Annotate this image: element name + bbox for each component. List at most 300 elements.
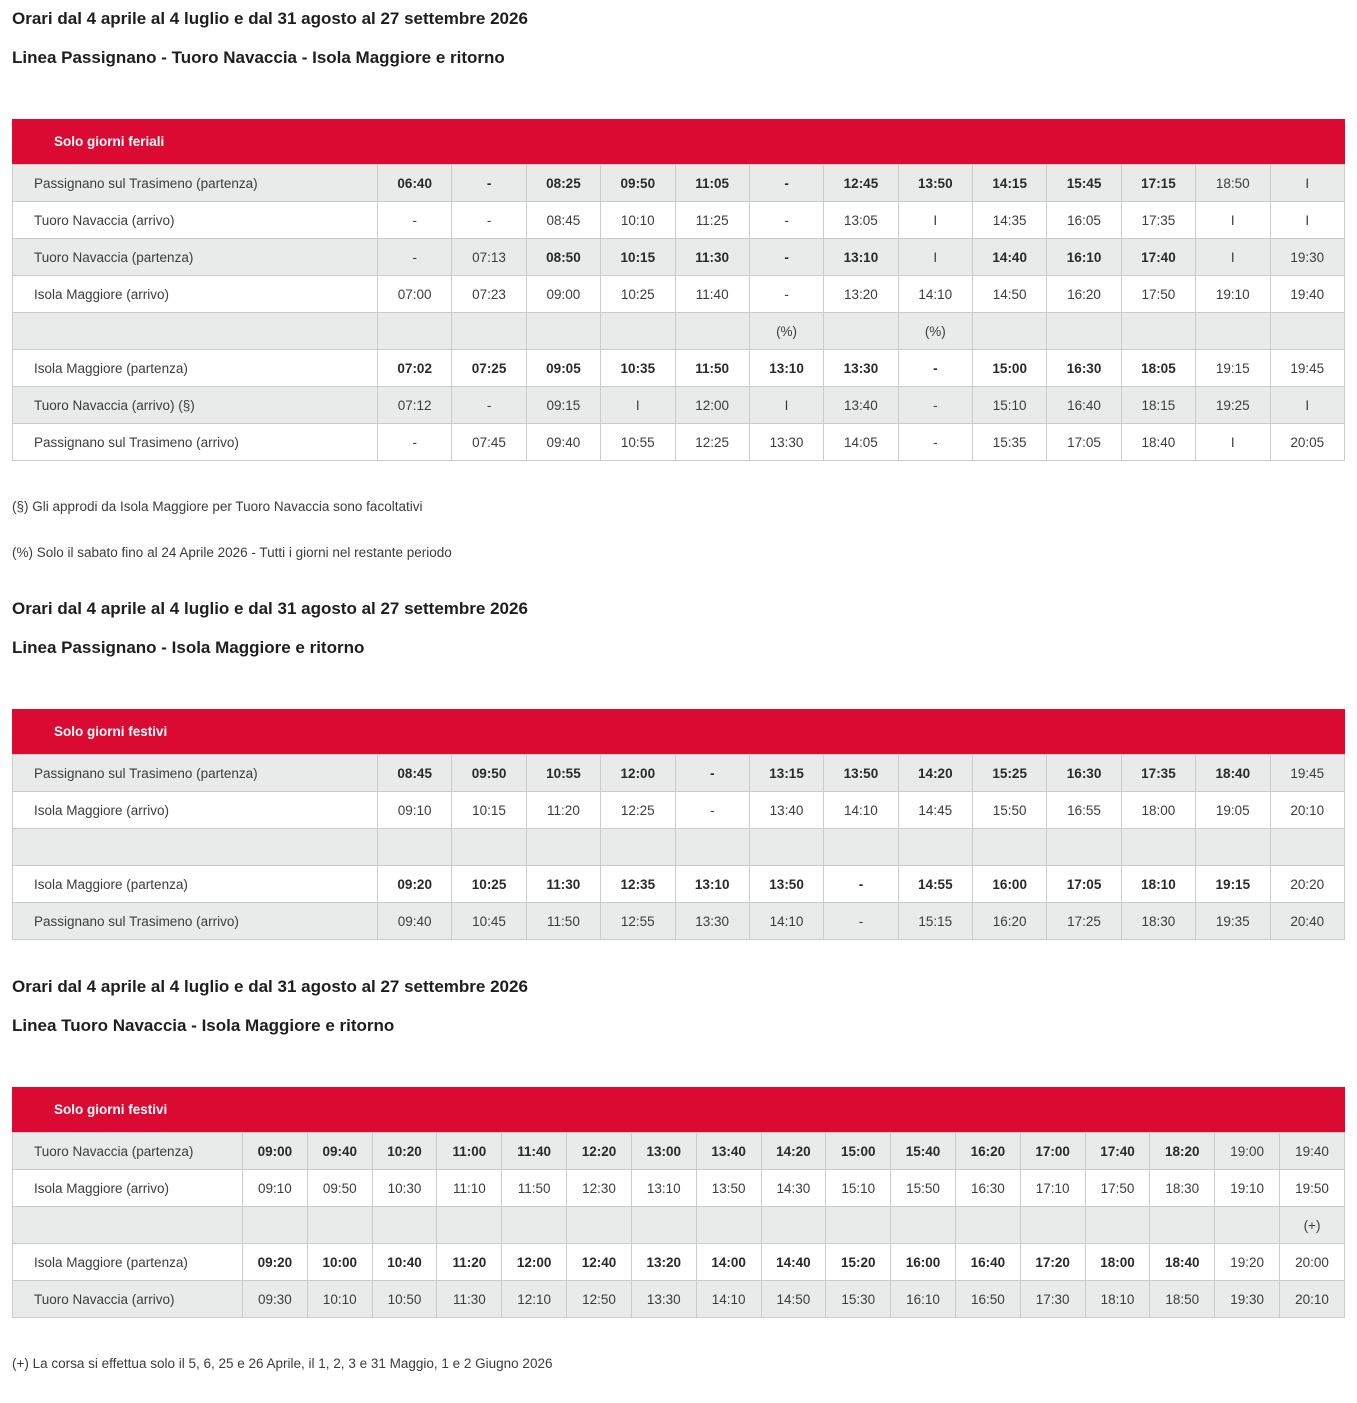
time-cell: 13:10 bbox=[824, 239, 898, 276]
timetable-row bbox=[13, 165, 1345, 202]
time-cell: 17:05 bbox=[1047, 866, 1121, 903]
time-cell: 07:25 bbox=[452, 350, 526, 387]
time-cell: I bbox=[749, 387, 823, 424]
time-cell: 16:30 bbox=[1047, 350, 1121, 387]
time-cell: 20:05 bbox=[1270, 424, 1345, 461]
time-cell bbox=[826, 1207, 891, 1244]
time-cell: 11:30 bbox=[526, 866, 600, 903]
time-cell: 17:40 bbox=[1085, 1133, 1150, 1170]
time-cell: 18:15 bbox=[1121, 387, 1195, 424]
time-cell: 13:15 bbox=[749, 755, 823, 792]
timetable-grid bbox=[12, 164, 1345, 461]
time-cell: 14:40 bbox=[761, 1244, 826, 1281]
time-cell: 09:00 bbox=[243, 1133, 308, 1170]
section-title: Orari dal 4 aprile al 4 luglio e dal 31 agosto al 27 settembre 2026 bbox=[12, 9, 528, 28]
time-cell: 14:20 bbox=[761, 1133, 826, 1170]
time-cell: 17:00 bbox=[1020, 1133, 1085, 1170]
time-cell: 10:25 bbox=[601, 276, 675, 313]
time-cell: 10:15 bbox=[452, 792, 526, 829]
time-cell: 13:50 bbox=[898, 165, 972, 202]
time-cell: 15:30 bbox=[826, 1281, 891, 1318]
timetable-row bbox=[13, 424, 1345, 461]
time-cell: 19:05 bbox=[1196, 792, 1270, 829]
time-cell: 14:10 bbox=[898, 276, 972, 313]
time-cell: 11:20 bbox=[437, 1244, 502, 1281]
time-cell: 16:05 bbox=[1047, 202, 1121, 239]
table-header-band: Solo giorni festivi bbox=[12, 709, 1345, 754]
stop-label bbox=[13, 829, 378, 866]
time-cell: 12:55 bbox=[601, 903, 675, 940]
time-cell: (%) bbox=[898, 313, 972, 350]
time-cell: 10:40 bbox=[372, 1244, 437, 1281]
time-cell: 18:00 bbox=[1085, 1244, 1150, 1281]
time-cell: 20:00 bbox=[1280, 1244, 1345, 1281]
stop-label: Tuoro Navaccia (arrivo) bbox=[13, 202, 378, 239]
time-cell bbox=[761, 1207, 826, 1244]
time-cell: 14:10 bbox=[696, 1281, 761, 1318]
section-subtitle: Linea Passignano - Isola Maggiore e ritorno bbox=[12, 638, 365, 657]
time-cell bbox=[1150, 1207, 1215, 1244]
time-cell: 09:20 bbox=[243, 1244, 308, 1281]
time-cell: 12:45 bbox=[824, 165, 898, 202]
time-cell: 10:10 bbox=[307, 1281, 372, 1318]
time-cell: 15:15 bbox=[898, 903, 972, 940]
time-cell: 19:30 bbox=[1270, 239, 1345, 276]
time-cell: 19:40 bbox=[1280, 1133, 1345, 1170]
time-cell: 13:30 bbox=[749, 424, 823, 461]
time-cell: 15:20 bbox=[826, 1244, 891, 1281]
time-cell: 13:30 bbox=[675, 903, 749, 940]
time-cell: I bbox=[1270, 165, 1345, 202]
time-cell: 10:55 bbox=[526, 755, 600, 792]
time-cell: 10:30 bbox=[372, 1170, 437, 1207]
time-cell: 08:45 bbox=[378, 755, 452, 792]
time-cell bbox=[675, 313, 749, 350]
table-header-band: Solo giorni festivi bbox=[12, 1087, 1345, 1132]
time-cell: 09:00 bbox=[526, 276, 600, 313]
time-cell: 09:15 bbox=[526, 387, 600, 424]
time-cell bbox=[601, 313, 675, 350]
time-cell: 13:40 bbox=[824, 387, 898, 424]
time-cell: 12:20 bbox=[567, 1133, 632, 1170]
timetable-festivi-passignano bbox=[12, 709, 1345, 940]
time-cell: 19:30 bbox=[1215, 1281, 1280, 1318]
time-cell: 09:10 bbox=[243, 1170, 308, 1207]
time-cell bbox=[526, 829, 600, 866]
time-cell: 19:45 bbox=[1270, 755, 1345, 792]
time-cell bbox=[898, 829, 972, 866]
time-cell: 17:20 bbox=[1020, 1244, 1085, 1281]
time-cell: 20:40 bbox=[1270, 903, 1345, 940]
section-subtitle: Linea Tuoro Navaccia - Isola Maggiore e ritorno bbox=[12, 1016, 395, 1035]
stop-label: Tuoro Navaccia (arrivo) (§) bbox=[13, 387, 378, 424]
time-cell: 16:00 bbox=[891, 1244, 956, 1281]
section-title: Orari dal 4 aprile al 4 luglio e dal 31 agosto al 27 settembre 2026 bbox=[12, 977, 528, 996]
time-cell: 09:20 bbox=[378, 866, 452, 903]
time-cell: 12:35 bbox=[601, 866, 675, 903]
time-cell bbox=[307, 1207, 372, 1244]
time-cell bbox=[1121, 313, 1195, 350]
time-cell bbox=[749, 829, 823, 866]
time-cell: 16:00 bbox=[973, 866, 1047, 903]
time-cell: 15:10 bbox=[973, 387, 1047, 424]
time-cell: - bbox=[378, 424, 452, 461]
time-cell: 18:50 bbox=[1196, 165, 1270, 202]
time-cell: 12:00 bbox=[675, 387, 749, 424]
time-cell bbox=[824, 829, 898, 866]
time-cell: 14:50 bbox=[973, 276, 1047, 313]
time-cell: 18:05 bbox=[1121, 350, 1195, 387]
time-cell: 11:30 bbox=[675, 239, 749, 276]
time-cell: 20:10 bbox=[1270, 792, 1345, 829]
time-cell: 15:50 bbox=[973, 792, 1047, 829]
time-cell: (%) bbox=[749, 313, 823, 350]
time-cell: 10:25 bbox=[452, 866, 526, 903]
time-cell: 09:50 bbox=[307, 1170, 372, 1207]
time-cell: 20:10 bbox=[1280, 1281, 1345, 1318]
timetable-row bbox=[13, 350, 1345, 387]
time-cell bbox=[1047, 829, 1121, 866]
time-cell: 15:00 bbox=[826, 1133, 891, 1170]
time-cell: 11:10 bbox=[437, 1170, 502, 1207]
time-cell: 19:00 bbox=[1215, 1133, 1280, 1170]
time-cell: 19:20 bbox=[1215, 1244, 1280, 1281]
time-cell: 13:20 bbox=[631, 1244, 696, 1281]
time-cell: 11:40 bbox=[675, 276, 749, 313]
time-cell: - bbox=[675, 792, 749, 829]
time-cell: 16:10 bbox=[1047, 239, 1121, 276]
stop-label: Tuoro Navaccia (arrivo) bbox=[13, 1281, 243, 1318]
time-cell: 18:40 bbox=[1150, 1244, 1215, 1281]
table-header-band: Solo giorni feriali bbox=[12, 119, 1345, 164]
time-cell: 07:13 bbox=[452, 239, 526, 276]
time-cell: - bbox=[898, 387, 972, 424]
timetable-row bbox=[13, 1170, 1345, 1207]
section-festivi-tuoro bbox=[12, 976, 1345, 1373]
time-cell bbox=[824, 313, 898, 350]
time-cell: 09:50 bbox=[452, 755, 526, 792]
time-cell: - bbox=[675, 755, 749, 792]
time-cell: 19:10 bbox=[1196, 276, 1270, 313]
time-cell bbox=[372, 1207, 437, 1244]
time-cell: 07:45 bbox=[452, 424, 526, 461]
time-cell: I bbox=[898, 239, 972, 276]
stop-label: Isola Maggiore (arrivo) bbox=[13, 1170, 243, 1207]
time-cell: 11:20 bbox=[526, 792, 600, 829]
time-cell bbox=[526, 313, 600, 350]
time-cell bbox=[1047, 313, 1121, 350]
time-cell: 15:50 bbox=[891, 1170, 956, 1207]
time-cell: 17:30 bbox=[1020, 1281, 1085, 1318]
time-cell: 07:02 bbox=[378, 350, 452, 387]
timetable-row bbox=[13, 239, 1345, 276]
time-cell: - bbox=[749, 165, 823, 202]
time-cell: 16:10 bbox=[891, 1281, 956, 1318]
time-cell: 11:00 bbox=[437, 1133, 502, 1170]
stop-label: Passignano sul Trasimeno (arrivo) bbox=[13, 903, 378, 940]
timetable-row bbox=[13, 755, 1345, 792]
timetable-row bbox=[13, 387, 1345, 424]
time-cell: 14:00 bbox=[696, 1244, 761, 1281]
time-cell: 08:45 bbox=[526, 202, 600, 239]
time-cell bbox=[378, 829, 452, 866]
timetable-row bbox=[13, 866, 1345, 903]
time-cell: 16:20 bbox=[973, 903, 1047, 940]
time-cell bbox=[955, 1207, 1020, 1244]
spacer-row bbox=[13, 313, 1345, 350]
time-cell bbox=[1020, 1207, 1085, 1244]
timetable-row bbox=[13, 903, 1345, 940]
time-cell: 19:15 bbox=[1196, 350, 1270, 387]
time-cell: - bbox=[452, 202, 526, 239]
time-cell bbox=[1196, 313, 1270, 350]
time-cell: 15:00 bbox=[973, 350, 1047, 387]
time-cell: 14:50 bbox=[761, 1281, 826, 1318]
time-cell: 09:40 bbox=[378, 903, 452, 940]
time-cell: 13:40 bbox=[749, 792, 823, 829]
time-cell: 11:25 bbox=[675, 202, 749, 239]
timetable-row bbox=[13, 1244, 1345, 1281]
time-cell: I bbox=[1196, 239, 1270, 276]
stop-label: Tuoro Navaccia (partenza) bbox=[13, 1133, 243, 1170]
time-cell: 13:10 bbox=[675, 866, 749, 903]
time-cell: 09:10 bbox=[378, 792, 452, 829]
time-cell: 14:45 bbox=[898, 792, 972, 829]
time-cell: 11:50 bbox=[675, 350, 749, 387]
footnote-section: (§) Gli approdi da Isola Maggiore per Tuoro Navaccia sono facoltativi bbox=[12, 499, 423, 514]
time-cell: 13:30 bbox=[824, 350, 898, 387]
stop-label: Isola Maggiore (partenza) bbox=[13, 350, 378, 387]
time-cell: 11:50 bbox=[526, 903, 600, 940]
time-cell: 18:20 bbox=[1150, 1133, 1215, 1170]
time-cell: 18:40 bbox=[1121, 424, 1195, 461]
time-cell: 10:10 bbox=[601, 202, 675, 239]
time-cell: 13:10 bbox=[749, 350, 823, 387]
stop-label: Isola Maggiore (arrivo) bbox=[13, 276, 378, 313]
time-cell: 12:25 bbox=[675, 424, 749, 461]
time-cell: 13:05 bbox=[824, 202, 898, 239]
time-cell bbox=[502, 1207, 567, 1244]
time-cell: 11:50 bbox=[502, 1170, 567, 1207]
time-cell: 11:30 bbox=[437, 1281, 502, 1318]
stop-label bbox=[13, 1207, 243, 1244]
time-cell: 14:15 bbox=[973, 165, 1047, 202]
time-cell: 19:25 bbox=[1196, 387, 1270, 424]
time-cell: 11:05 bbox=[675, 165, 749, 202]
time-cell bbox=[1215, 1207, 1280, 1244]
stop-label: Isola Maggiore (partenza) bbox=[13, 866, 378, 903]
time-cell: 18:30 bbox=[1150, 1170, 1215, 1207]
time-cell: 10:15 bbox=[601, 239, 675, 276]
time-cell: 09:30 bbox=[243, 1281, 308, 1318]
time-cell bbox=[1121, 829, 1195, 866]
time-cell: 09:05 bbox=[526, 350, 600, 387]
spacer-row bbox=[13, 1207, 1345, 1244]
time-cell: 17:50 bbox=[1085, 1170, 1150, 1207]
time-cell: 12:00 bbox=[601, 755, 675, 792]
time-cell: 08:25 bbox=[526, 165, 600, 202]
timetable-grid bbox=[12, 754, 1345, 940]
time-cell bbox=[675, 829, 749, 866]
time-cell: - bbox=[824, 903, 898, 940]
time-cell: 16:55 bbox=[1047, 792, 1121, 829]
time-cell bbox=[631, 1207, 696, 1244]
time-cell: 07:00 bbox=[378, 276, 452, 313]
time-cell: - bbox=[824, 866, 898, 903]
time-cell: 18:00 bbox=[1121, 792, 1195, 829]
time-cell: I bbox=[898, 202, 972, 239]
timetable-row bbox=[13, 276, 1345, 313]
time-cell bbox=[1196, 829, 1270, 866]
time-cell: 06:40 bbox=[378, 165, 452, 202]
time-cell: 08:50 bbox=[526, 239, 600, 276]
time-cell: 19:45 bbox=[1270, 350, 1345, 387]
time-cell: - bbox=[378, 202, 452, 239]
time-cell bbox=[891, 1207, 956, 1244]
time-cell: 15:45 bbox=[1047, 165, 1121, 202]
time-cell: - bbox=[749, 202, 823, 239]
time-cell: 15:25 bbox=[973, 755, 1047, 792]
time-cell: 19:10 bbox=[1215, 1170, 1280, 1207]
time-cell: 12:50 bbox=[567, 1281, 632, 1318]
time-cell: I bbox=[1270, 202, 1345, 239]
time-cell: 11:40 bbox=[502, 1133, 567, 1170]
time-cell: 18:50 bbox=[1150, 1281, 1215, 1318]
section-festivi-passignano bbox=[12, 598, 1345, 940]
stop-label: Isola Maggiore (arrivo) bbox=[13, 792, 378, 829]
time-cell: - bbox=[749, 276, 823, 313]
time-cell: - bbox=[378, 239, 452, 276]
time-cell: I bbox=[1270, 387, 1345, 424]
time-cell: 12:25 bbox=[601, 792, 675, 829]
stop-label: Passignano sul Trasimeno (partenza) bbox=[13, 165, 378, 202]
time-cell: 13:10 bbox=[631, 1170, 696, 1207]
time-cell: 14:35 bbox=[973, 202, 1047, 239]
time-cell bbox=[601, 829, 675, 866]
time-cell bbox=[973, 829, 1047, 866]
time-cell: 14:10 bbox=[749, 903, 823, 940]
timetable-feriali bbox=[12, 119, 1345, 461]
stop-label: Isola Maggiore (partenza) bbox=[13, 1244, 243, 1281]
footnote-percent: (%) Solo il sabato fino al 24 Aprile 2026 - Tutti i giorni nel restante periodo bbox=[12, 545, 452, 560]
time-cell: 19:15 bbox=[1196, 866, 1270, 903]
time-cell: 07:12 bbox=[378, 387, 452, 424]
time-cell: 16:30 bbox=[1047, 755, 1121, 792]
time-cell: 10:55 bbox=[601, 424, 675, 461]
time-cell: 19:50 bbox=[1280, 1170, 1345, 1207]
time-cell bbox=[1270, 829, 1345, 866]
time-cell: 15:40 bbox=[891, 1133, 956, 1170]
time-cell bbox=[1270, 313, 1345, 350]
time-cell: 17:35 bbox=[1121, 755, 1195, 792]
time-cell: (+) bbox=[1280, 1207, 1345, 1244]
stop-label: Passignano sul Trasimeno (arrivo) bbox=[13, 424, 378, 461]
time-cell: 17:10 bbox=[1020, 1170, 1085, 1207]
time-cell: 16:50 bbox=[955, 1281, 1020, 1318]
stop-label: Passignano sul Trasimeno (partenza) bbox=[13, 755, 378, 792]
section-feriali bbox=[12, 8, 1345, 562]
section-subtitle: Linea Passignano - Tuoro Navaccia - Isola Maggiore e ritorno bbox=[12, 48, 505, 67]
time-cell: 16:30 bbox=[955, 1170, 1020, 1207]
time-cell: I bbox=[1196, 202, 1270, 239]
time-cell: 14:40 bbox=[973, 239, 1047, 276]
time-cell: 18:10 bbox=[1121, 866, 1195, 903]
time-cell: 13:50 bbox=[749, 866, 823, 903]
time-cell: 10:35 bbox=[601, 350, 675, 387]
time-cell: 10:45 bbox=[452, 903, 526, 940]
time-cell: 13:40 bbox=[696, 1133, 761, 1170]
time-cell: 13:20 bbox=[824, 276, 898, 313]
time-cell: - bbox=[898, 350, 972, 387]
time-cell: 16:40 bbox=[1047, 387, 1121, 424]
time-cell bbox=[567, 1207, 632, 1244]
timetable-row bbox=[13, 202, 1345, 239]
time-cell: 14:10 bbox=[824, 792, 898, 829]
time-cell: 09:40 bbox=[307, 1133, 372, 1170]
time-cell: - bbox=[452, 165, 526, 202]
time-cell: 10:20 bbox=[372, 1133, 437, 1170]
time-cell: I bbox=[601, 387, 675, 424]
time-cell: 20:20 bbox=[1270, 866, 1345, 903]
time-cell: I bbox=[1196, 424, 1270, 461]
time-cell: 10:00 bbox=[307, 1244, 372, 1281]
time-cell: 13:50 bbox=[696, 1170, 761, 1207]
time-cell: 19:35 bbox=[1196, 903, 1270, 940]
time-cell: 16:40 bbox=[955, 1244, 1020, 1281]
timetable-grid bbox=[12, 1132, 1345, 1318]
time-cell: 13:00 bbox=[631, 1133, 696, 1170]
time-cell: 17:50 bbox=[1121, 276, 1195, 313]
time-cell: 18:40 bbox=[1196, 755, 1270, 792]
time-cell: 16:20 bbox=[955, 1133, 1020, 1170]
time-cell bbox=[1085, 1207, 1150, 1244]
time-cell: - bbox=[749, 239, 823, 276]
stop-label bbox=[13, 313, 378, 350]
time-cell bbox=[243, 1207, 308, 1244]
time-cell bbox=[437, 1207, 502, 1244]
time-cell bbox=[452, 313, 526, 350]
time-cell: 12:30 bbox=[567, 1170, 632, 1207]
timetable-row bbox=[13, 1133, 1345, 1170]
timetable-festivi-tuoro bbox=[12, 1087, 1345, 1318]
time-cell: 10:50 bbox=[372, 1281, 437, 1318]
time-cell: 15:10 bbox=[826, 1170, 891, 1207]
time-cell bbox=[973, 313, 1047, 350]
time-cell bbox=[452, 829, 526, 866]
time-cell: 12:40 bbox=[567, 1244, 632, 1281]
time-cell: 07:23 bbox=[452, 276, 526, 313]
time-cell: 13:50 bbox=[824, 755, 898, 792]
time-cell: 17:40 bbox=[1121, 239, 1195, 276]
time-cell: 17:15 bbox=[1121, 165, 1195, 202]
section-title: Orari dal 4 aprile al 4 luglio e dal 31 agosto al 27 settembre 2026 bbox=[12, 599, 528, 618]
time-cell: 09:40 bbox=[526, 424, 600, 461]
stop-label: Tuoro Navaccia (partenza) bbox=[13, 239, 378, 276]
timetable-row bbox=[13, 1281, 1345, 1318]
time-cell: 17:35 bbox=[1121, 202, 1195, 239]
time-cell: 17:05 bbox=[1047, 424, 1121, 461]
time-cell: - bbox=[898, 424, 972, 461]
time-cell: 16:20 bbox=[1047, 276, 1121, 313]
time-cell: 12:00 bbox=[502, 1244, 567, 1281]
time-cell: 14:30 bbox=[761, 1170, 826, 1207]
time-cell: 18:10 bbox=[1085, 1281, 1150, 1318]
timetable-row bbox=[13, 792, 1345, 829]
time-cell: 09:50 bbox=[601, 165, 675, 202]
time-cell: 18:30 bbox=[1121, 903, 1195, 940]
time-cell: 14:20 bbox=[898, 755, 972, 792]
time-cell: 13:30 bbox=[631, 1281, 696, 1318]
